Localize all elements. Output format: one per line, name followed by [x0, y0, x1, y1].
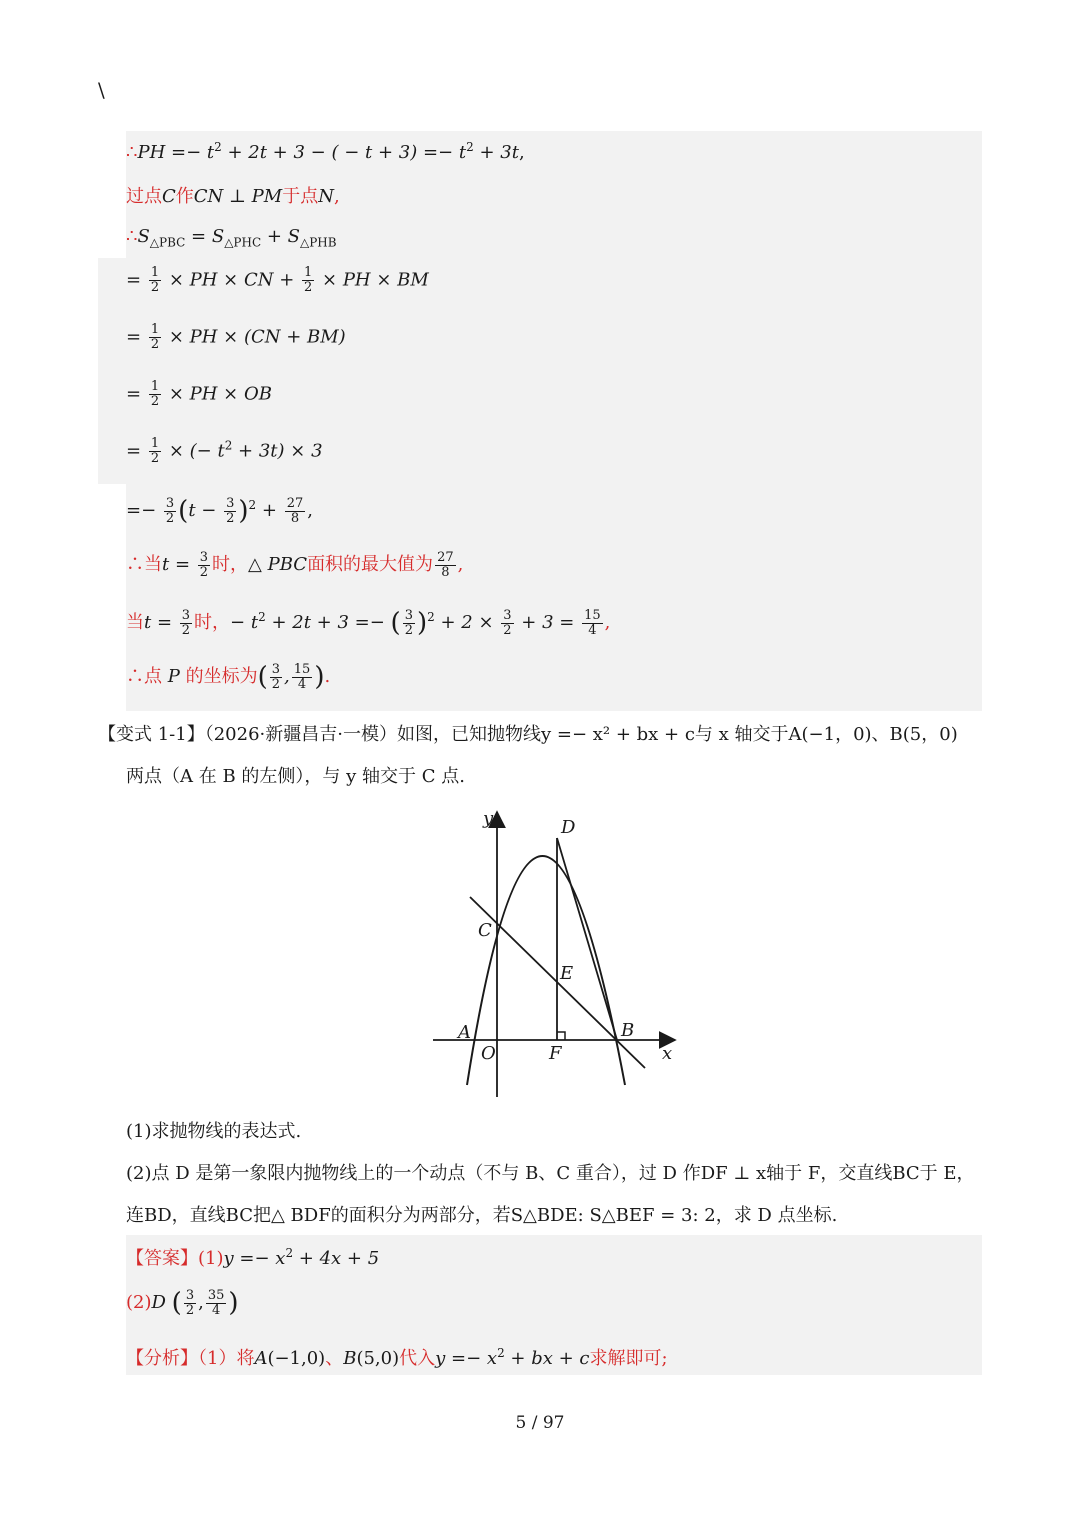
label-y: y	[483, 808, 494, 829]
solution-line-8: =− $\frac{3}{2}$ (t − $\frac{3}{2}$ )$^2$ + $\frac{27}{8}$ ,	[126, 495, 313, 526]
label-b: B	[621, 1020, 635, 1041]
segment-bd	[557, 838, 617, 1040]
page-number: 5 / 97	[515, 1413, 565, 1433]
analysis-line: 【分析】（1）将A(−1,0)、B(5,0)代入$y =- x^2$ + bx + c求解即可;	[126, 1346, 668, 1369]
label-e: E	[560, 963, 574, 984]
right-angle-mark	[557, 1032, 565, 1040]
label-c: C	[478, 920, 492, 941]
label-o: O	[481, 1043, 496, 1064]
solution-line-4: = $\frac{1}{2}$ × PH × CN + $\frac{1}{2}$ × PH × BM	[126, 265, 429, 295]
question-2a: (2)点 D 是第一象限内抛物线上的一个动点（不与 B、C 重合），过 D 作DF ⊥ x轴于 F，交直线BC于 E，	[126, 1163, 975, 1184]
question-2b: 连BD，直线BC把△ BDF的面积分为两部分，若S△BDE: S△BEF = 3: 2，求 D 点坐标.	[126, 1205, 838, 1226]
label-d: D	[561, 817, 576, 838]
analysis-tag: 【分析】	[126, 1348, 198, 1369]
answer-line-1: 【答案】$(1)y =- x^2 + 4x + 5$	[126, 1246, 380, 1269]
solution-line-10: 当t = $\frac{3}{2}$ 时，− $t^2 + 2t + 3$ =− ( $\frac{3}{2}$ )$^2$ + 2 × $\frac{3}{2}$ + 3 = $\frac{15}{4}$ ,	[126, 607, 611, 638]
problem-tag: 【变式 1-1】	[98, 724, 205, 745]
parabola-figure	[425, 805, 685, 1105]
problem-line-1	[98, 720, 958, 746]
solution-line-9: ∴当t = $\frac{3}{2}$ 时，△ PBC面积的最大值为 $\frac{27}{8}$ ,	[126, 549, 464, 580]
solution-line-1: ∴PH =− $t^2 + 2t + 3$ − ( − $t + 3) =- t^2 + 3t$,	[126, 140, 525, 163]
label-x: x	[662, 1043, 673, 1064]
answer-tag: 【答案】	[126, 1248, 198, 1269]
solution-line-6: = $\frac{1}{2}$ × PH × OB	[126, 379, 272, 409]
stray-backslash: \	[98, 78, 105, 102]
answer-line-2: (2)D ( $\frac{3}{2}$ , $\frac{35}{4}$ )	[126, 1287, 239, 1318]
question-1: (1)求抛物线的表达式.	[126, 1121, 302, 1142]
solution-line-11: ∴点 P 的坐标为( $\frac{3}{2}$ , $\frac{15}{4}$ ).	[126, 661, 331, 692]
problem-text-1: 如图，已知抛物线y =− x² + bx + c与 x 轴交于A(−1，0)、B(5，0)	[396, 724, 958, 745]
label-f: F	[549, 1043, 562, 1064]
solution-block-left-extension	[98, 258, 126, 484]
solution-line-5: = $\frac{1}{2}$ × PH × (CN + BM)	[126, 322, 346, 352]
problem-line-2: 两点（A 在 B 的左侧），与 y 轴交于 C 点.	[126, 766, 465, 787]
problem-source: （2026·新疆昌吉·一模）	[204, 724, 397, 745]
label-a: A	[458, 1022, 471, 1043]
solution-line-2: 过点C作CN ⊥ PM于点N,	[126, 186, 340, 207]
solution-line-3: $\therefore S_{\triangle PBC} = S_{\triangle PHC} + S_{\triangle PHB}$	[126, 226, 337, 250]
solution-line-7: = $\frac{1}{2}$ × (− $t^2 + 3t) \times 3$	[126, 436, 323, 466]
